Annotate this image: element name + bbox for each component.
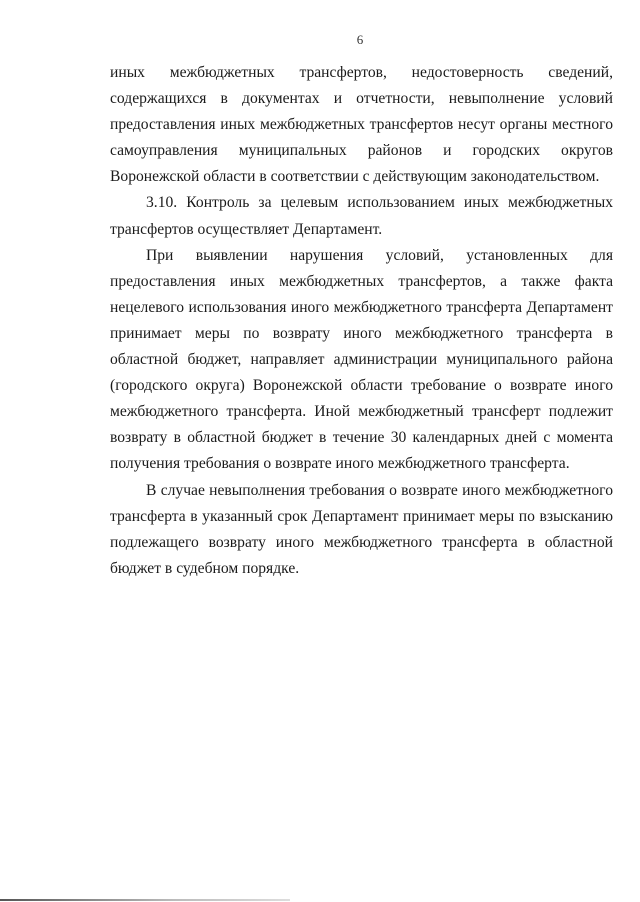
scan-edge-line [0, 899, 290, 901]
paragraph-3-10-control: 3.10. Контроль за целевым использованием иных межбюджетных трансфертов осуществляет Департамент. [110, 194, 613, 238]
document-body [110, 60, 613, 582]
page-number: 6 [356, 32, 364, 47]
paragraph-violation-return: При выявлении нарушения условий, установленных для предоставления иных межбюджетных трансфертов, а также факта нецелевого использования иного межбюджетного трансферта Департамент принимает меры по возврату иного межбюджетного трансферта в областной бюджет, направляет администрации муниципального района (городского округа) Воронежской области требование о возврате иного межбюджетного трансферта. Иной межбюджетный трансферт подлежит возврату в областной бюджет в течение 30 календарных дней с момента получения требования о возврате иного межбюджетного трансферта. [110, 246, 613, 473]
paragraph-judicial-recovery: В случае невыполнения требования о возврате иного межбюджетного трансферта в указанный срок Департамент принимает меры по взысканию подлежащего возврату иного межбюджетного трансферта в областной бюджет в судебном порядке. [110, 481, 613, 577]
paragraph-liability-continuation: иных межбюджетных трансфертов, недостоверность сведений, содержащихся в документах и отчетности, невыполнение условий предоставления иных межбюджетных трансфертов несут органы местного самоуправления муниципальных районов и городских округов Воронежской области в соответствии с действующим законодательством. [110, 64, 613, 186]
